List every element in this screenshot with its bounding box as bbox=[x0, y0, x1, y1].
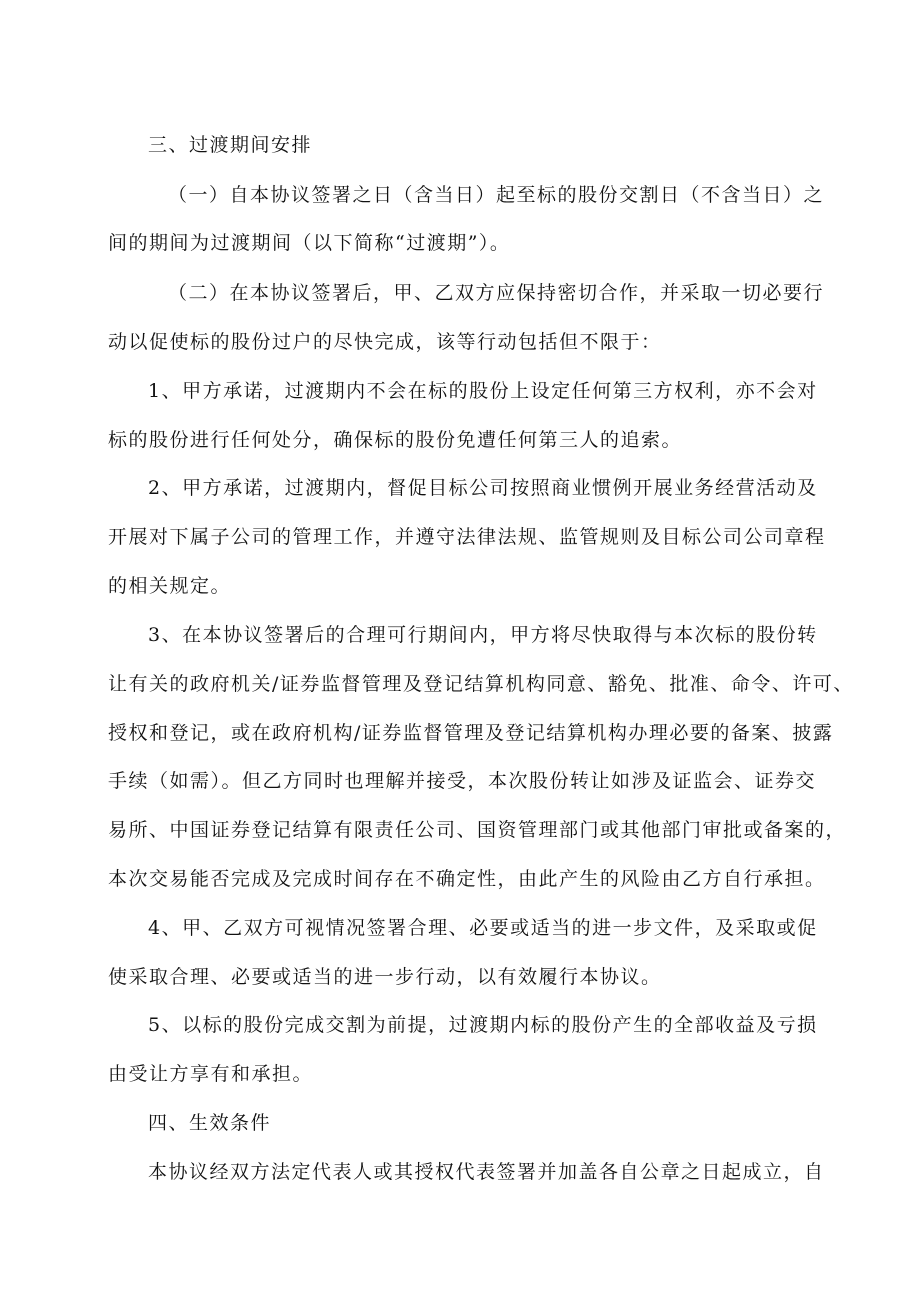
paragraph-line: （二）在本协议签署后，甲、乙双方应保持密切合作，并采取一切必要行 bbox=[168, 282, 825, 304]
section-heading-transition: 三、过渡期间安排 bbox=[148, 134, 313, 156]
section-heading-effectiveness: 四、生效条件 bbox=[148, 1112, 272, 1134]
paragraph-line: 开展对下属子公司的管理工作，并遵守法律法规、监管规则及目标公司公司章程 bbox=[108, 526, 826, 548]
paragraph-line: 本次交易能否完成及完成时间存在不确定性，由此产生的风险由乙方自行承担。 bbox=[108, 868, 826, 890]
paragraph-line: 授权和登记，或在政府机构/证券监督管理及登记结算机构办理必要的备案、披露 bbox=[108, 722, 834, 744]
paragraph-line: 2、甲方承诺，过渡期内，督促目标公司按照商业惯例开展业务经营活动及 bbox=[148, 477, 818, 499]
paragraph-line: 让有关的政府机关/证券监督管理及登记结算机构同意、豁免、批准、命令、许可、 bbox=[108, 673, 854, 695]
paragraph-line: 1、甲方承诺，过渡期内不会在标的股份上设定任何第三方权利，亦不会对 bbox=[148, 380, 818, 402]
paragraph-line: 动以促使标的股份过户的尽快完成，该等行动包括但不限于： bbox=[108, 331, 662, 353]
paragraph-line: 的相关规定。 bbox=[108, 575, 232, 597]
paragraph-line: （一）自本协议签署之日（含当日）起至标的股份交割日（不含当日）之 bbox=[168, 184, 825, 206]
paragraph-line: 易所、中国证券登记结算有限责任公司、国资管理部门或其他部门审批或备案的， bbox=[108, 819, 847, 841]
paragraph-line: 标的股份进行任何处分，确保标的股份免遭任何第三人的追索。 bbox=[108, 429, 683, 451]
paragraph-line: 由受让方享有和承担。 bbox=[108, 1063, 314, 1085]
paragraph-line: 使采取合理、必要或适当的进一步行动，以有效履行本协议。 bbox=[108, 966, 662, 988]
paragraph-line: 4、甲、乙双方可视情况签署合理、必要或适当的进一步文件，及采取或促 bbox=[148, 917, 818, 939]
paragraph-line: 手续（如需）。但乙方同时也理解并接受，本次股份转让如涉及证监会、证券交 bbox=[108, 770, 817, 792]
paragraph-line: 5、以标的股份完成交割为前提，过渡期内标的股份产生的全部收益及亏损 bbox=[148, 1014, 818, 1036]
paragraph-line: 本协议经双方法定代表人或其授权代表签署并加盖各自公章之日起成立，自 bbox=[148, 1161, 825, 1183]
paragraph-line: 间的期间为过渡期间（以下简称“过渡期”）。 bbox=[108, 232, 511, 254]
paragraph-line: 3、在本协议签署后的合理可行期间内，甲方将尽快取得与本次标的股份转 bbox=[148, 624, 818, 646]
